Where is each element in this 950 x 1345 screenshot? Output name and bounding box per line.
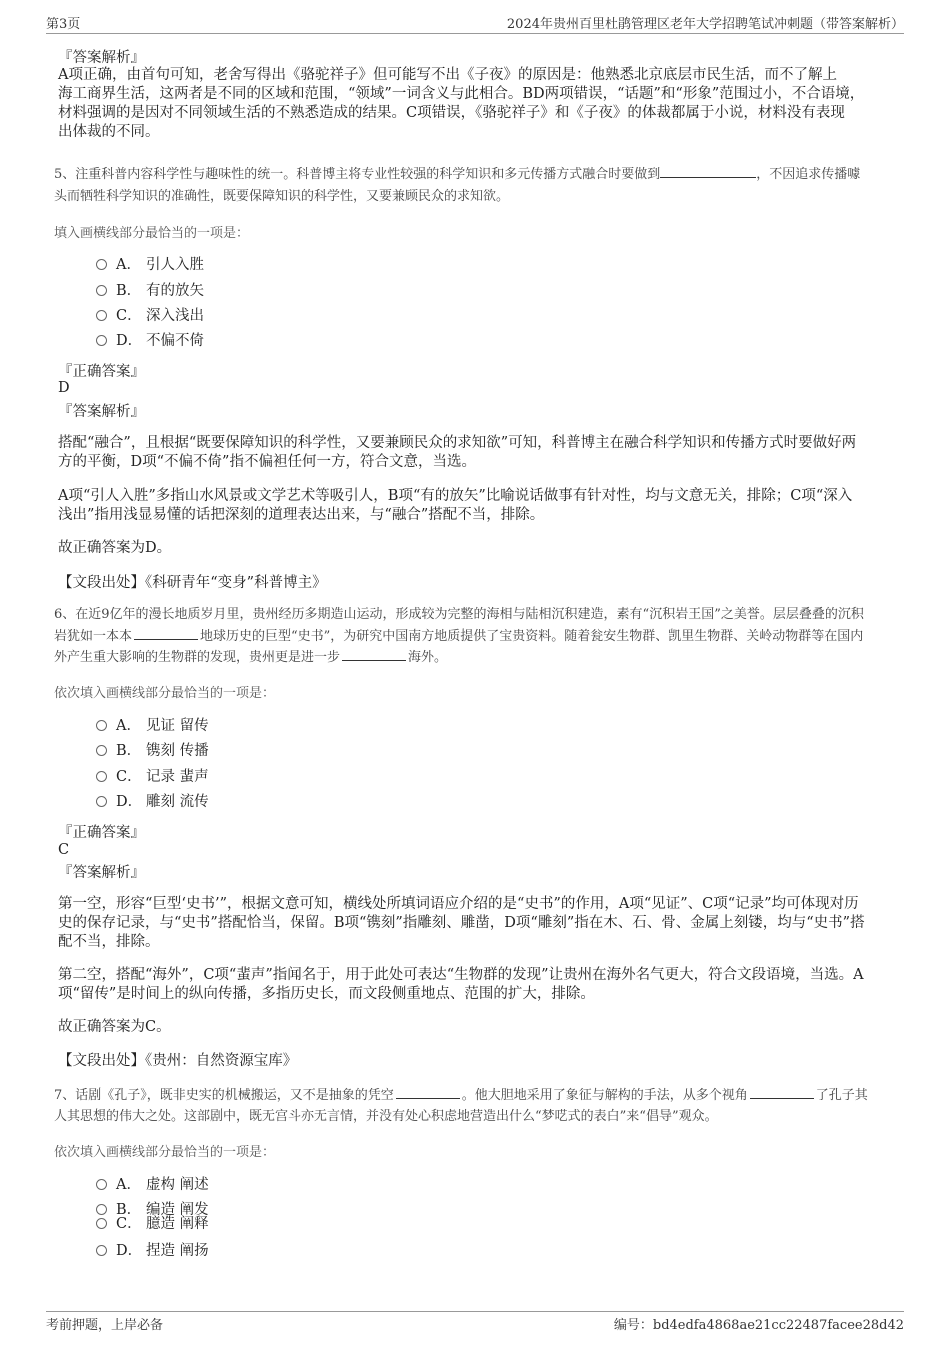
q4-analysis-line: A项正确，由首句可知，老舍写得出《骆驼祥子》但可能写不出《子夜》的原因是：他熟悉北京底层市民生活，而不了解上 <box>58 67 837 83</box>
q5-prompt: 填入画横线部分最恰当的一项是： <box>54 226 250 241</box>
q6-answer-label: 『正确答案』 <box>58 825 145 841</box>
q6-analysis-label: 『答案解析』 <box>58 865 145 881</box>
radio-icon[interactable] <box>96 720 107 731</box>
q6-analysis-p2-line: 项“留传”是时间上的纵向传播，多指历史长，而文段侧重地点、范围的扩大，排除。 <box>58 986 595 1002</box>
radio-icon[interactable] <box>96 310 107 321</box>
q5-analysis-p1-line: 搭配“融合”，且根据“既要保障知识的科学性，又要兼顾民众的求知欲”可知，科普博主在融合科学知识和传播方式时要做好两 <box>58 435 857 451</box>
q7-blank-1 <box>396 1097 460 1099</box>
q6-blank-1 <box>134 638 198 640</box>
q4-analysis-line: 材料强调的是因对不同领域生活的不熟悉造成的结果。C项错误，《骆驼祥子》和《子夜》的体裁都属于小说，材料没有表现 <box>58 105 845 121</box>
q5-option-b[interactable]: B． 有的放矢 <box>96 280 204 302</box>
q6-analysis-p1-line: 史的保存记录，与“史书”搭配恰当，保留。B项“镌刻”指雕刻、雕凿，D项“雕刻”指在木、石、骨、金属上刻镂，均与“史书”搭 <box>58 915 865 931</box>
q7-stem-line2: 人其思想的伟大之处。这部剧中，既无宫斗亦无言情，并没有处心积虑地营造出什么“梦呓式的表白”来“倡导”观众。 <box>54 1109 718 1124</box>
q4-analysis-label: 『答案解析』 <box>58 50 145 66</box>
q6-analysis-p1-line: 配不当，排除。 <box>58 934 160 950</box>
page-number: 第3页 <box>46 17 81 32</box>
radio-icon[interactable] <box>96 796 107 807</box>
q6-analysis-p2-line: 第二空，搭配“海外”，C项“蜚声”指闻名于，用于此处可表达“生物群的发现”让贵州在海外名气更大，符合文段语境，当选。A <box>58 967 864 983</box>
q5-source: 【文段出处】《科研青年“变身”科普博主》 <box>58 575 327 591</box>
q5-analysis-p2-line: A项“引人入胜”多指山水风景或文学艺术等吸引人，B项“有的放矢”比喻说话做事有针对性，均与文意无关，排除；C项“深入 <box>58 488 853 504</box>
q5-stem-a: 5、注重科普内容科学性与趣味性的统一。科普博主将专业性较强的科学知识和多元传播方式融合时要做到 <box>54 167 661 182</box>
radio-icon[interactable] <box>96 1179 107 1190</box>
q6-stem-line3: 外产生重大影响的生物群的发现，贵州更是进一步 海外。 <box>54 650 448 665</box>
q6-option-b[interactable]: B． 镌刻 传播 <box>96 740 209 762</box>
q6-analysis-p1-line: 第一空，形容“巨型‘史书’”，根据文意可知，横线处所填词语应介绍的是“史书”的作用，A项“见证”、C项“记录”均可体现对历 <box>58 896 859 912</box>
q5-stem-line <box>54 164 860 186</box>
q7-option-a[interactable]: A． 虚构 阐述 <box>96 1174 209 1196</box>
q4-analysis-line: 出体裁的不同。 <box>58 124 160 140</box>
document-title: 2024年贵州百里杜鹃管理区老年大学招聘笔试冲刺题（带答案解析） <box>506 17 904 32</box>
radio-icon[interactable] <box>96 259 107 270</box>
q7-option-b[interactable]: B． 编造 阐发 <box>96 1199 209 1221</box>
q5-option-c[interactable]: C． 深入浅出 <box>96 305 204 327</box>
header-divider <box>46 33 904 34</box>
radio-icon[interactable] <box>96 1245 107 1256</box>
footer-divider <box>46 1311 904 1312</box>
q6-option-c[interactable]: C． 记录 蜚声 <box>96 766 209 788</box>
q5-answer: D <box>58 380 70 396</box>
q5-analysis-label: 『答案解析』 <box>58 404 145 420</box>
q6-conclusion: 故正确答案为C。 <box>58 1019 171 1035</box>
q5-stem-b: ，不因追求传播噱 <box>756 167 861 182</box>
q7-option-c[interactable]: C． 臆造 阐释 <box>96 1213 209 1235</box>
document-code: 编号：bd4edfa4868ae21cc22487facee28d42 <box>613 1318 904 1333</box>
q7-stem-line1: 7、话剧《孔子》，既非史实的机械搬运，又不是抽象的凭空 。他大胆地采用了象征与解构的手法，从多个视角 了孔子其 <box>54 1088 868 1103</box>
radio-icon[interactable] <box>96 335 107 346</box>
q6-option-a[interactable]: A． 见证 留传 <box>96 715 209 737</box>
q6-option-d[interactable]: D． 雕刻 流传 <box>96 791 209 813</box>
radio-icon[interactable] <box>96 285 107 296</box>
q5-analysis-p1-line: 方的平衡，D项“不偏不倚”指不偏袒任何一方，符合文意，当选。 <box>58 454 476 470</box>
q6-answer: C <box>58 842 70 858</box>
q7-option-d[interactable]: D． 捏造 阐扬 <box>96 1240 209 1262</box>
q6-source: 【文段出处】《贵州：自然资源宝库》 <box>58 1053 298 1069</box>
q5-option-d[interactable]: D． 不偏不倚 <box>96 330 204 352</box>
q5-answer-label: 『正确答案』 <box>58 364 145 380</box>
footer-slogan: 考前押题，上岸必备 <box>46 1318 164 1333</box>
q5-option-a[interactable]: A． 引人入胜 <box>96 254 204 276</box>
q6-stem-line2: 岩犹如一本本 地球历史的巨型“史书”，为研究中国南方地质提供了宝贵资料。随着瓮安生物群、凯里生物群、关岭动物群等在国内 <box>54 629 864 644</box>
radio-icon[interactable] <box>96 1218 107 1229</box>
q6-prompt: 依次填入画横线部分最恰当的一项是： <box>54 686 276 701</box>
q4-analysis-line: 海工商界生活，这两者是不同的区域和范围，“领域”一词含义与此相合。BD两项错误，“话题”和“形象”范围过小，不合语境， <box>58 86 865 102</box>
q5-stem-line2: 头而牺牲科学知识的准确性，既要保障知识的科学性，又要兼顾民众的求知欲。 <box>54 189 510 204</box>
radio-icon[interactable] <box>96 771 107 782</box>
q5-blank <box>660 176 756 178</box>
q5-analysis-p2-line: 浅出”指用浅显易懂的话把深刻的道理表达出来，与“融合”搭配不当，排除。 <box>58 507 545 523</box>
radio-icon[interactable] <box>96 745 107 756</box>
q7-blank-2 <box>750 1097 814 1099</box>
q6-blank-2 <box>342 659 406 661</box>
q7-prompt: 依次填入画横线部分最恰当的一项是： <box>54 1145 276 1160</box>
q5-conclusion: 故正确答案为D。 <box>58 540 172 556</box>
q6-stem-line1: 6、在近9亿年的漫长地质岁月里，贵州经历多期造山运动，形成较为完整的海相与陆相沉积建造，素有“沉积岩王国”之美誉。层层叠叠的沉积 <box>54 607 864 622</box>
